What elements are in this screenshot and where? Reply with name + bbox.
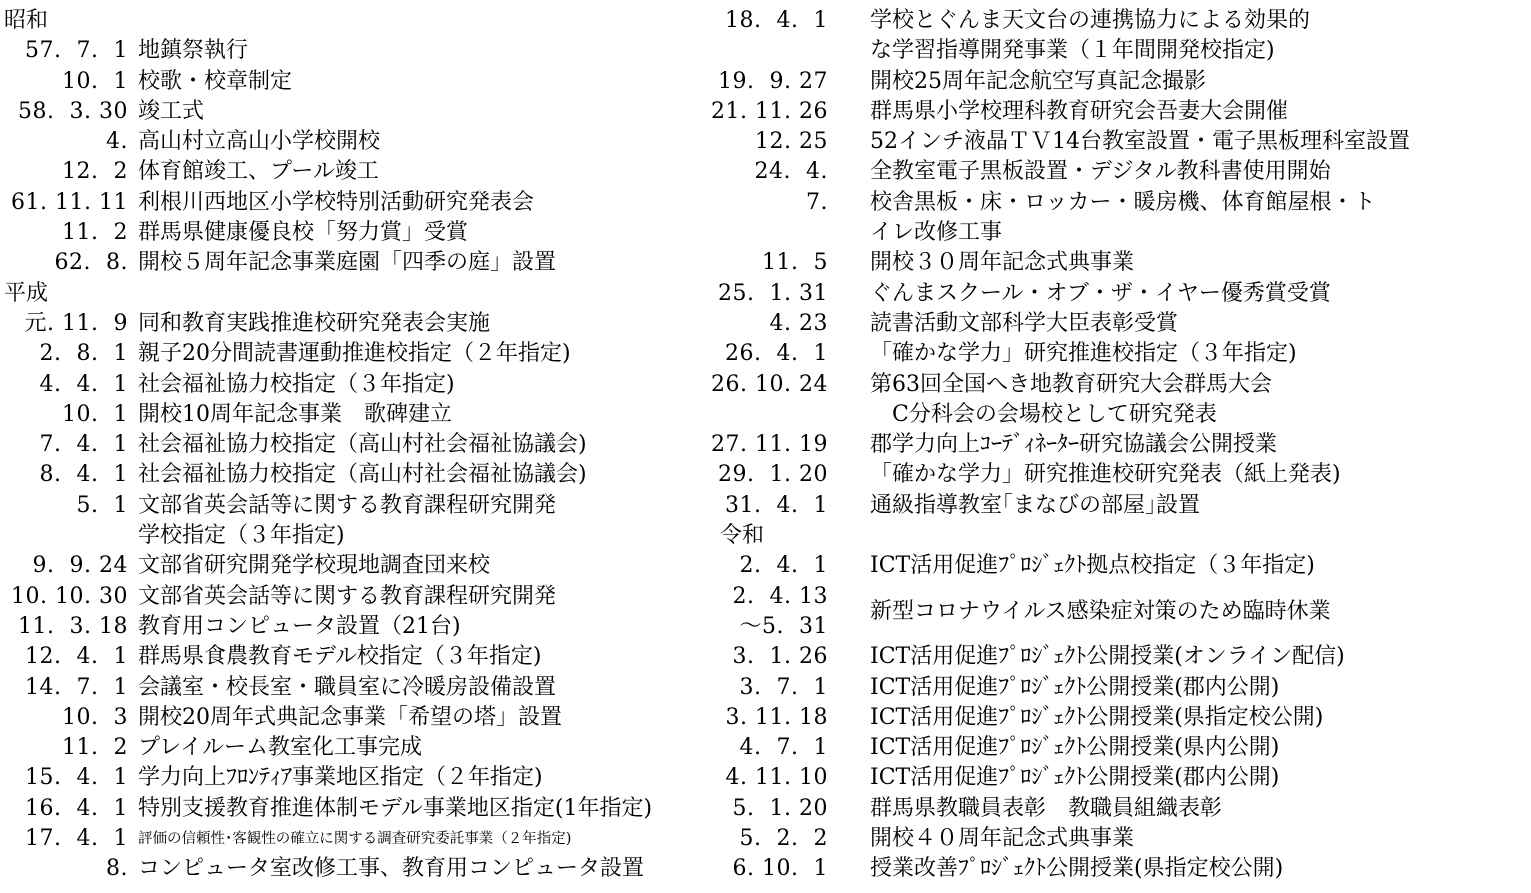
- entry-text: 郡学力向上ｺｰﾃﾞｨﾈｰﾀｰ研究協議会公開授業: [870, 432, 1278, 458]
- entry-text: 社会福祉協力校指定（高山村社会福祉協議会): [138, 462, 587, 488]
- entry-date: 5. 2. 2: [739, 826, 828, 852]
- entry-text: C分科会の会場校として研究発表: [870, 401, 1217, 427]
- history-entry: [4, 733, 716, 763]
- entry-text: 利根川西地区小学校特別活動研究発表会: [138, 189, 535, 215]
- history-entry: [4, 157, 716, 187]
- history-entry: [720, 673, 1528, 703]
- history-entry: [720, 248, 1528, 278]
- entry-date: 21. 11. 26: [711, 98, 828, 124]
- entry-date: 元. 11. 9: [24, 310, 128, 336]
- entry-text: 学校指定（３年指定): [138, 523, 345, 549]
- entry-text: 教育用コンピュータ設置（21台): [138, 613, 461, 639]
- history-entry: [720, 598, 1528, 642]
- entry-text: 全教室電子黒板設置・デジタル教科書使用開始: [870, 159, 1331, 185]
- history-entry: [720, 491, 1528, 521]
- entry-date: 10. 1: [62, 401, 128, 427]
- history-entry: [4, 218, 716, 248]
- history-entry: [720, 188, 1528, 218]
- entry-date: 3. 11. 18: [725, 704, 828, 730]
- entry-date: 10. 3: [62, 704, 128, 730]
- history-entry: [720, 127, 1528, 157]
- entry-text: 学校とぐんま天文台の連携協力による効果的: [870, 8, 1311, 33]
- entry-text: 群馬県食農教育モデル校指定（３年指定): [138, 644, 542, 670]
- entry-text: ICT活用促進ﾌﾟﾛｼﾞｪｸﾄ公開授業(オンライン配信): [870, 644, 1345, 670]
- entry-text: コンピュータ室改修工事、教育用コンピュータ設置: [138, 856, 645, 882]
- entry-date: 12. 4. 1: [25, 644, 128, 670]
- entry-text: ICT活用促進ﾌﾟﾛｼﾞｪｸﾄ公開授業(県内公開): [870, 735, 1280, 761]
- entry-text: 開校10周年記念事業 歌碑建立: [138, 401, 452, 427]
- entry-text: 開校３０周年記念式典事業: [870, 250, 1135, 276]
- entry-date: 16. 4. 1: [25, 795, 128, 821]
- history-entry: [4, 460, 716, 490]
- history-entry: [4, 400, 716, 430]
- entry-date: 58. 3. 30: [18, 98, 128, 124]
- entry-date: 25. 1. 31: [718, 280, 828, 306]
- entry-text: 体育館竣工、プール竣工: [138, 159, 379, 185]
- entry-text: 52インチ液晶ＴＶ14台教室設置・電子黒板理科室設置: [870, 129, 1410, 155]
- history-entry: [4, 582, 716, 612]
- entry-date: 7. 4. 1: [39, 432, 128, 458]
- history-entry: [720, 763, 1528, 793]
- history-entry: [720, 157, 1528, 187]
- history-entry: [4, 248, 716, 278]
- entry-text: ICT活用促進ﾌﾟﾛｼﾞｪｸﾄ公開授業(郡内公開): [870, 765, 1280, 791]
- entry-text: 学力向上ﾌﾛﾝﾃｨｱ事業地区指定（２年指定): [138, 765, 543, 791]
- history-entry: [720, 733, 1528, 763]
- entry-date: 4. 7. 1: [739, 735, 828, 761]
- entry-text: 通級指導教室｢まなびの部屋｣設置: [870, 492, 1201, 518]
- entry-date: 62. 8.: [54, 250, 128, 276]
- era-heading-row: [4, 6, 716, 36]
- entry-date: 11. 3. 18: [18, 613, 128, 639]
- entry-text: 群馬県小学校理科教育研究会吾妻大会開催: [870, 98, 1289, 124]
- entry-text: 第63回全国へき地教育研究大会群馬大会: [870, 371, 1272, 397]
- entry-text: 竣工式: [138, 98, 205, 124]
- entry-text: 会議室・校長室・職員室に冷暖房設備設置: [138, 674, 557, 700]
- entry-text: 社会福祉協力校指定（高山村社会福祉協議会): [138, 432, 587, 458]
- entry-date: 15. 4. 1: [25, 765, 128, 791]
- history-entry: [4, 794, 716, 824]
- history-entry: [4, 673, 716, 703]
- entry-date: 12. 25: [755, 129, 828, 155]
- history-entry: [720, 703, 1528, 733]
- entry-date: 31. 4. 1: [725, 492, 828, 518]
- history-entry: [4, 824, 716, 854]
- entry-text: ICT活用促進ﾌﾟﾛｼﾞｪｸﾄ公開授業(県指定校公開): [870, 704, 1324, 730]
- entry-text: 特別支援教育推進体制モデル事業地区指定(1年指定): [138, 795, 653, 821]
- entry-date: 18. 4. 1: [725, 8, 828, 33]
- history-entry: [720, 218, 1528, 248]
- entry-date: ～5. 31: [739, 613, 828, 639]
- entry-text: 文部省研究開発学校現地調査団来校: [138, 553, 491, 579]
- entry-date: 2. 4. 1: [739, 553, 828, 579]
- history-entry: [720, 794, 1528, 824]
- history-entry: [720, 279, 1528, 309]
- history-entry: [720, 854, 1528, 884]
- history-entry: [720, 6, 1528, 36]
- entry-date: 8.: [106, 856, 128, 882]
- entry-text: 群馬県健康優良校「努力賞」受賞: [138, 220, 469, 246]
- history-entry: [711, 430, 1528, 460]
- entry-date: 6. 10. 1: [732, 856, 828, 882]
- history-entry: [4, 642, 716, 672]
- entry-text: 新型コロナウイルス感染症対策のため臨時休業: [870, 598, 1331, 624]
- entry-date: 4. 23: [769, 310, 828, 336]
- entry-date: 29. 1. 20: [718, 462, 828, 488]
- era-heading-row: [4, 279, 716, 309]
- entry-date: 5. 1: [76, 492, 128, 518]
- entry-date: 24. 4.: [754, 159, 828, 185]
- entry-date: 26. 10. 24: [711, 371, 828, 397]
- entry-text: イレ改修工事: [870, 220, 1003, 246]
- history-entry: [720, 642, 1528, 672]
- history-entry: [711, 97, 1528, 127]
- history-entry: [720, 460, 1528, 490]
- history-entry: [4, 67, 716, 97]
- entry-date: 19. 9. 27: [718, 68, 828, 94]
- entry-text: ICT活用促進ﾌﾟﾛｼﾞｪｸﾄ拠点校指定（３年指定): [870, 553, 1315, 579]
- history-entry: [4, 36, 716, 66]
- history-entry: [720, 339, 1528, 369]
- entry-date: 10. 1: [62, 68, 128, 94]
- entry-date: 4.: [106, 129, 128, 155]
- history-column-left: [4, 6, 716, 885]
- era-heading-row: [720, 521, 1528, 551]
- history-entry: [4, 370, 716, 400]
- entry-date: 10. 10. 30: [11, 583, 128, 609]
- history-entry: [4, 430, 716, 460]
- history-entry: [711, 370, 1528, 400]
- history-entry: [720, 309, 1528, 339]
- entry-date: 5. 1. 20: [732, 795, 828, 821]
- entry-date: 11. 2: [62, 735, 128, 761]
- entry-date: 57. 7. 1: [25, 38, 128, 64]
- entry-text: 校舎黒板・床・ロッカー・暖房機、体育館屋根・ト: [870, 189, 1376, 215]
- history-entry: [720, 551, 1528, 581]
- history-entry: [4, 127, 716, 157]
- entry-text: ぐんまスクール・オブ・ザ・イヤー優秀賞受賞: [870, 280, 1331, 306]
- entry-date: 11. 5: [762, 250, 828, 276]
- history-entry: [4, 339, 716, 369]
- entry-text: 「確かな学力」研究推進校研究発表（紙上発表): [870, 462, 1341, 488]
- entry-date: 27. 11. 19: [711, 432, 828, 458]
- entry-text: プレイルーム教室化工事完成: [138, 735, 423, 761]
- era-heading: 平成: [4, 280, 49, 306]
- entry-date: 4. 4. 1: [39, 371, 128, 397]
- history-column-right: [711, 6, 1528, 885]
- entry-text: な学習指導開発事業（１年間開発校指定): [870, 38, 1275, 64]
- entry-date: 11. 2: [62, 220, 128, 246]
- entry-date: 3. 1. 26: [732, 644, 828, 670]
- entry-date: 3. 7. 1: [739, 674, 828, 700]
- history-entry: [4, 854, 716, 884]
- entry-text: 高山村立高山小学校開校: [138, 129, 381, 155]
- entry-text: 文部省英会話等に関する教育課程研究開発: [138, 583, 557, 609]
- history-entry: [4, 703, 716, 733]
- history-entry: [4, 188, 716, 218]
- history-entry: [4, 491, 716, 521]
- entry-text: 社会福祉協力校指定（３年指定): [138, 371, 455, 397]
- entry-text: 読書活動文部科学大臣表彰受賞: [870, 310, 1179, 336]
- entry-date: 8. 4. 1: [39, 462, 128, 488]
- entry-date: 2. 4. 13: [732, 583, 828, 609]
- entry-text: 文部省英会話等に関する教育課程研究開発: [138, 492, 557, 518]
- entry-text: 評価の信頼性･客観性の確立に関する調査研究委託事業（２年指定): [138, 831, 572, 848]
- entry-text: 開校25周年記念航空写真記念撮影: [870, 68, 1206, 94]
- entry-date: 7.: [806, 189, 828, 215]
- entry-text: 群馬県教職員表彰 教職員組織表彰: [870, 795, 1223, 821]
- history-entry: [4, 551, 716, 581]
- history-entry: [4, 309, 716, 339]
- entry-text: 開校４０周年記念式典事業: [870, 826, 1135, 852]
- entry-date: 2. 8. 1: [39, 341, 128, 367]
- entry-text: 「確かな学力」研究推進校指定（３年指定): [870, 341, 1297, 367]
- entry-date: 61. 11. 11: [11, 189, 128, 215]
- entry-text: 親子20分間読書運動推進校指定（２年指定): [138, 341, 571, 367]
- entry-text: 校歌・校章制定: [138, 68, 293, 94]
- history-entry: [720, 36, 1528, 66]
- entry-date: 26. 4. 1: [725, 341, 828, 367]
- history-entry: [720, 67, 1528, 97]
- entry-text: 授業改善ﾌﾟﾛｼﾞｪｸﾄ公開授業(県指定校公開): [870, 856, 1284, 882]
- history-entry: [4, 521, 716, 551]
- entry-date: 17. 4. 1: [25, 826, 128, 852]
- entry-date: 14. 7. 1: [25, 674, 128, 700]
- history-entry: [720, 400, 1528, 430]
- history-entry: [4, 97, 716, 127]
- entry-text: ICT活用促進ﾌﾟﾛｼﾞｪｸﾄ公開授業(郡内公開): [870, 674, 1280, 700]
- entry-date: 9. 9. 24: [32, 553, 128, 579]
- entry-date: 4. 11. 10: [725, 765, 828, 791]
- entry-text: 同和教育実践推進校研究発表会実施: [138, 310, 491, 336]
- entry-text: 地鎮祭執行: [138, 38, 249, 64]
- history-entry: [4, 612, 716, 642]
- entry-date: 12. 2: [62, 159, 128, 185]
- history-entry: [4, 763, 716, 793]
- era-heading: 昭和: [4, 8, 49, 33]
- era-heading: 令和: [720, 523, 765, 549]
- entry-text: 開校５周年記念事業庭園「四季の庭」設置: [138, 250, 557, 276]
- history-entry: [720, 824, 1528, 854]
- entry-text: 開校20周年式典記念事業「希望の塔」設置: [138, 704, 562, 730]
